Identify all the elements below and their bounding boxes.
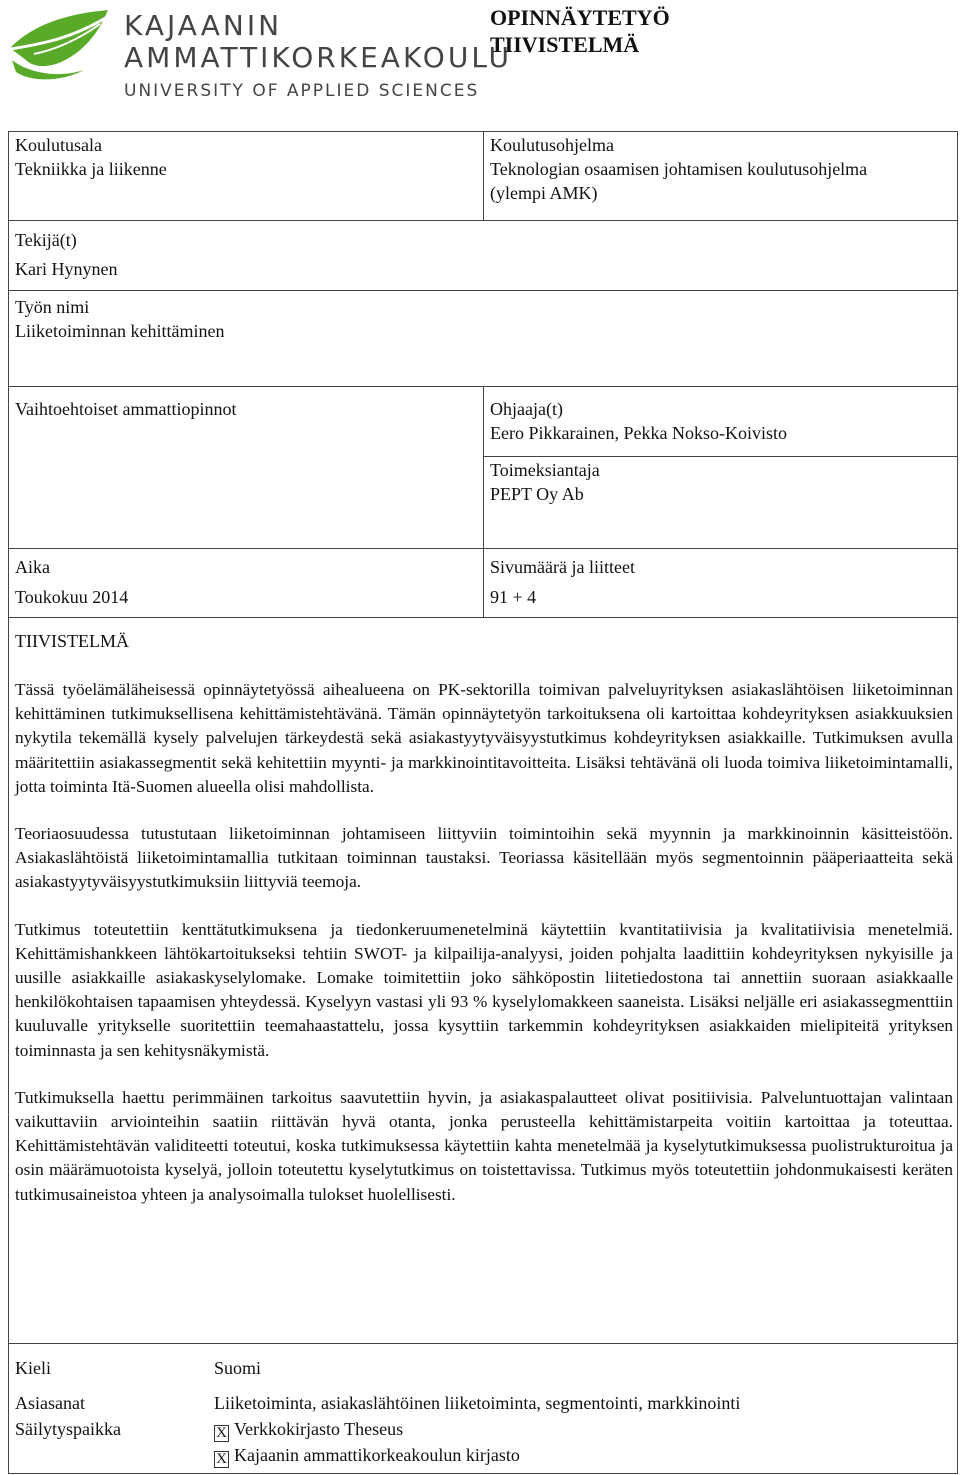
field-value: Liiketoiminnan kehittäminen xyxy=(15,321,225,341)
footer-kieli-label: Kieli xyxy=(15,1358,51,1378)
field-label: Koulutusohjelma xyxy=(490,135,614,155)
divider xyxy=(8,290,958,291)
field-vaihtoehtoiset-ammattiopinnot xyxy=(15,397,236,421)
checkbox[interactable]: X xyxy=(214,1425,229,1442)
abstract-paragraph: Tässä työelämäläheisessä opinnäytetyössä aihealueena on PK-sektorilla toimivan palveluyrityksen asiakaslähtöisen liiketoiminnan kehittäminen tutkimuksellisena kehittämistehtävänä. Tämän opinnäytetyön tarkoituksena oli kartoittaa kohdeyrityksen asiakkuuksien nykytila tekemällä kysely palvelujen tärkeydestä sekä asiakastyytyväisyystutkimus kohdeyrityksen asiakkaille. Tutkimuksen avulla määritettiin asiakassegmentit sekä kehitettiin myynti- ja markkinointitavoitteita. Lisäksi tehtävänä oli luoda toimiva liiketoimintamalli, jotta toiminta Itä-Suomen alueella olisi mahdollista. xyxy=(15,680,953,796)
field-label: Tekijä(t) xyxy=(15,230,77,250)
checkbox[interactable]: X xyxy=(214,1451,229,1468)
field-label: Aika xyxy=(15,557,50,577)
storage-option[interactable] xyxy=(214,1442,520,1468)
abstract-body xyxy=(15,678,953,1230)
footer-asiasanat-label: Asiasanat xyxy=(15,1393,85,1413)
field-value: Teknologian osaamisen johtamisen koulutusohjelma xyxy=(490,159,868,179)
logo-line-2: AMMATTIKORKEAKOULU xyxy=(124,41,513,74)
document-title-line-2: TIIVISTELMÄ xyxy=(490,32,640,57)
logo-line-1: KAJAANIN xyxy=(124,9,283,42)
field-koulutusala xyxy=(15,133,167,181)
footer-sailytyspaikka-label: Säilytyspaikka xyxy=(15,1419,121,1439)
document-title xyxy=(490,4,670,58)
field-value: PEPT Oy Ab xyxy=(490,484,584,504)
divider xyxy=(483,456,958,457)
field-tekija xyxy=(15,226,117,284)
field-tyon-nimi xyxy=(15,295,224,343)
field-koulutusohjelma xyxy=(490,133,867,205)
abstract-paragraph: Teoriaosuudessa tutustutaan liiketoiminnan johtamiseen liittyviin toimintoihin sekä myynnin ja markkinoinnin käsitteistöön. Asiakaslähtöistä liiketoimintamallia tutkitaan toiminnan taustaksi. Teoriassa käsitellään myös segmentoinnin pääperiaatteita sekä asiakastyytyväisyystutkimuksiin liittyviä teemoja. xyxy=(15,824,953,892)
field-label: Sivumäärä ja liitteet xyxy=(490,557,635,577)
footer-kieli-value: Suomi xyxy=(214,1358,262,1378)
field-label: Vaihtoehtoiset ammattiopinnot xyxy=(15,399,237,419)
field-value: (ylempi AMK) xyxy=(490,183,598,203)
document-title-line-1: OPINNÄYTETYÖ xyxy=(490,5,670,30)
field-ohjaaja xyxy=(490,397,787,445)
logo-wordmark xyxy=(124,10,512,102)
abstract-heading: TIIVISTELMÄ xyxy=(15,631,129,651)
abstract-paragraph: Tutkimuksella haettu perimmäinen tarkoitus saavutettiin hyvin, ja asiakaspalautteet olivat positiivisia. Palveluntuottajan valintaan vaikuttaviin arviointeihin saatiin riittävän hyvä otanta, jonka perusteella kehittämistarpeita voitiin kartoittaa ja toteuttaa. Kehittämistehtävän validiteetti toteutui, koska tutkimuksessa käytettiin kahta menetelmää ja kyselytutkimuksessa puolistrukturoitua ja osin määrämuotoista kyselyä, jolloin toteutettu kyselytutkimus on toistettavissa. Tutkimus myös toteutettiin johdonmukaisesti keräten tutkimusaineistoa yhteen ja analysoimalla tulokset huolellisesti. xyxy=(15,1087,953,1204)
divider xyxy=(483,131,484,220)
institution-logo xyxy=(4,4,513,101)
logo-leaf-icon xyxy=(4,4,116,86)
divider xyxy=(8,220,958,221)
field-value: Toukokuu 2014 xyxy=(15,587,129,607)
abstract-paragraph: Tutkimus toteutettiin kenttätutkimuksena ja tiedonkeruumenetelminä käytettiin kvantitatiivisia ja kvalitatiivisia menetelmiä. Kehittämishankkeen lähtökartoitukseksi tehtiin SWOT- ja kilpailija-analyysi, joiden pohjalta laadittiin kohdeyrityksen nykyisille ja uusille asiakkaille asiakaskyselylomake. Lomake toimitettiin joko sähköpostin liitetiedostona tai annettiin suoraan asiakkaalle henkilökohtaisen tapaamisen yhteydessä. Kyselyyn vastasi yli 93 % kyselylomakkeen saaneista. Lisäksi neljälle eri asiakassegmenttiin kuuluvalle yritykselle suoritettiin teemahaastattelu, jossa kysyttiin tarkemmin kohdeyrityksen asiakkaiden mielipiteitä yrityksen toiminnasta ja sen kehitysnäkymistä. xyxy=(15,919,953,1060)
field-label: Työn nimi xyxy=(15,297,90,317)
logo-line-3: UNIVERSITY OF APPLIED SCIENCES xyxy=(124,81,480,101)
field-label: Toimeksiantaja xyxy=(490,460,600,480)
field-label: Koulutusala xyxy=(15,135,102,155)
field-toimeksiantaja xyxy=(490,458,600,506)
field-value: Eero Pikkarainen, Pekka Nokso-Koivisto xyxy=(490,423,787,443)
field-value: Tekniikka ja liikenne xyxy=(15,159,167,179)
divider xyxy=(8,1343,958,1344)
footer-asiasanat-value: Liiketoiminta, asiakaslähtöinen liiketoiminta, segmentointi, markkinointi xyxy=(214,1393,741,1413)
divider xyxy=(483,386,484,617)
field-value: 91 + 4 xyxy=(490,587,537,607)
field-label: Ohjaaja(t) xyxy=(490,399,563,419)
storage-option[interactable] xyxy=(214,1416,403,1442)
storage-option-label: Verkkokirjasto Theseus xyxy=(234,1419,404,1439)
field-aika xyxy=(15,552,128,612)
field-sivumaara xyxy=(490,552,635,612)
storage-option-label: Kajaanin ammattikorkeakoulun kirjasto xyxy=(234,1445,520,1465)
field-value: Kari Hynynen xyxy=(15,259,118,279)
divider xyxy=(8,617,958,618)
